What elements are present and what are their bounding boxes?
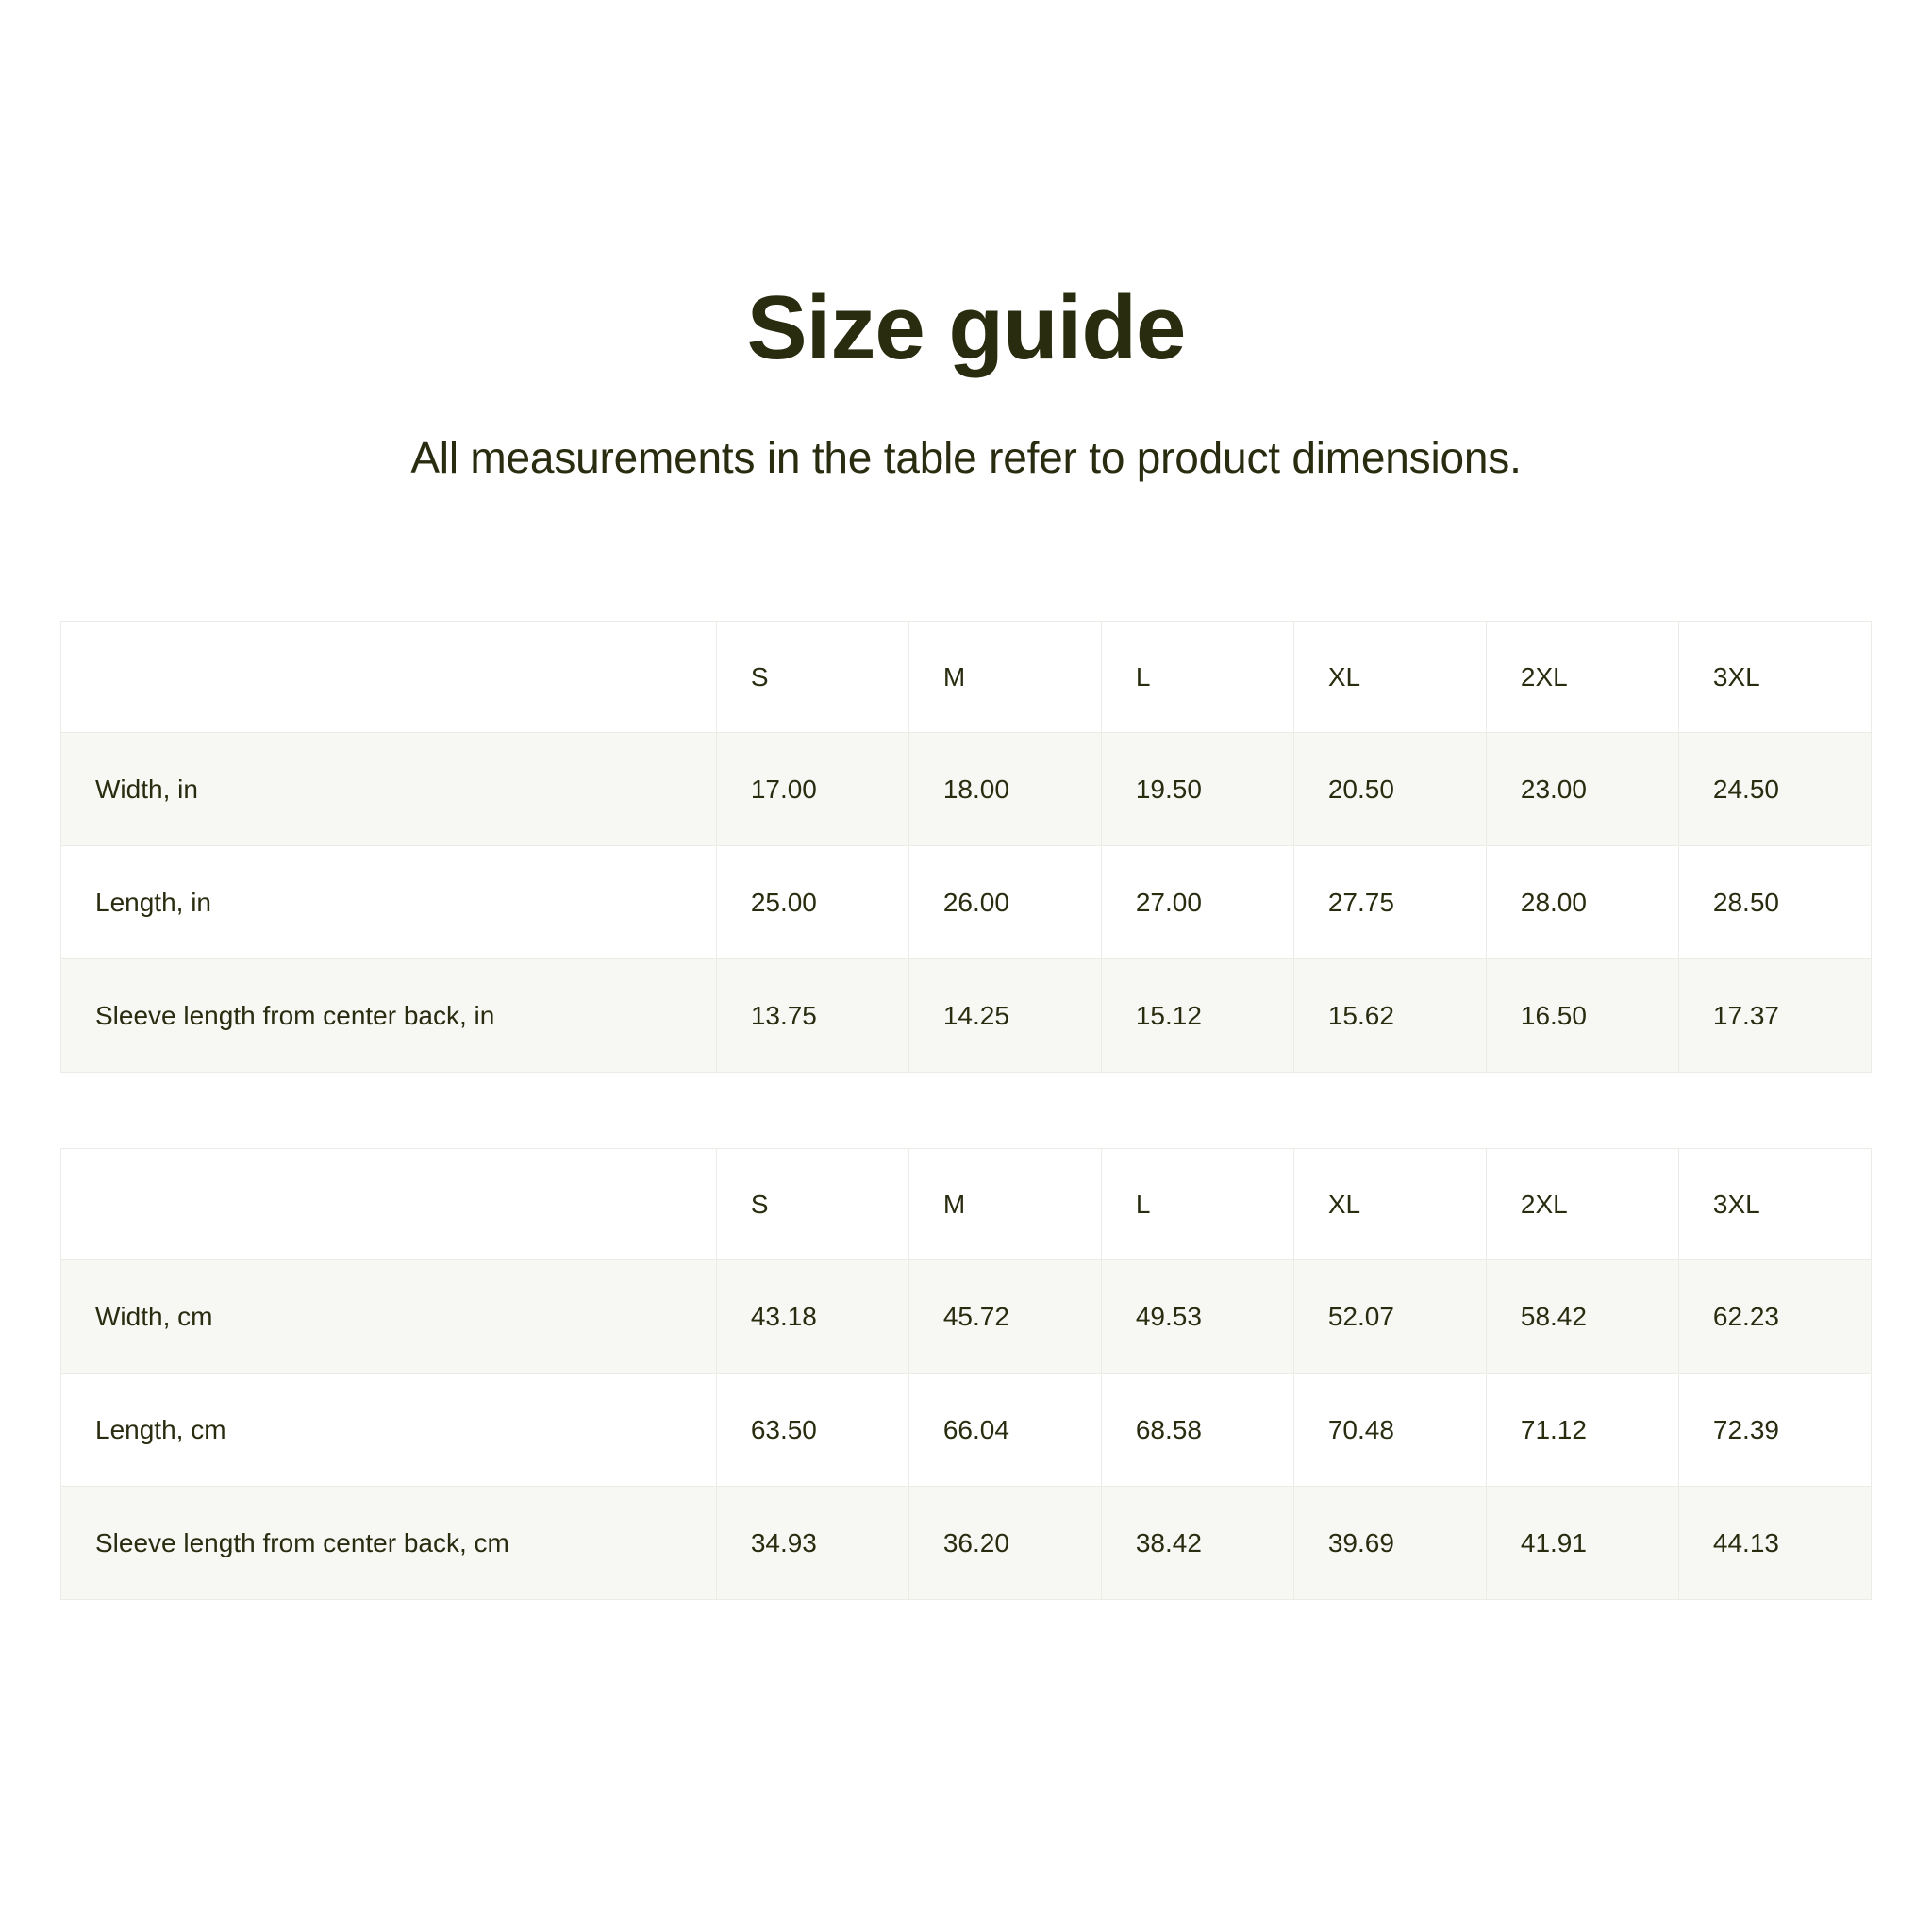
size-table-inches: [60, 621, 1872, 1073]
table-row: [61, 1374, 1872, 1487]
column-header-3xl: 3XL: [1678, 1149, 1871, 1260]
cell-value: 66.04: [908, 1374, 1101, 1487]
cell-value: 14.25: [908, 959, 1101, 1073]
cell-value: 16.50: [1486, 959, 1678, 1073]
cell-value: 43.18: [716, 1260, 908, 1374]
row-label: Width, in: [61, 733, 717, 846]
column-header-3xl: 3XL: [1678, 622, 1871, 733]
table-header-row: [61, 622, 1872, 733]
cell-value: 34.93: [716, 1487, 908, 1600]
cell-value: 28.50: [1678, 846, 1871, 959]
cell-value: 39.69: [1293, 1487, 1486, 1600]
table-row: [61, 1487, 1872, 1600]
cell-value: 15.12: [1101, 959, 1293, 1073]
table-row: [61, 733, 1872, 846]
cell-value: 18.00: [908, 733, 1101, 846]
column-header-s: S: [716, 622, 908, 733]
cell-value: 25.00: [716, 846, 908, 959]
column-header-xl: XL: [1293, 622, 1486, 733]
table-corner-cell: [61, 622, 717, 733]
page-title: Size guide: [746, 277, 1186, 378]
cell-value: 70.48: [1293, 1374, 1486, 1487]
cell-value: 19.50: [1101, 733, 1293, 846]
size-table-centimeters: [60, 1148, 1872, 1600]
cell-value: 15.62: [1293, 959, 1486, 1073]
cell-value: 58.42: [1486, 1260, 1678, 1374]
cell-value: 52.07: [1293, 1260, 1486, 1374]
column-header-m: M: [908, 1149, 1101, 1260]
cell-value: 68.58: [1101, 1374, 1293, 1487]
column-header-l: L: [1101, 1149, 1293, 1260]
cell-value: 36.20: [908, 1487, 1101, 1600]
column-header-m: M: [908, 622, 1101, 733]
size-tables: [60, 621, 1872, 1600]
cell-value: 71.12: [1486, 1374, 1678, 1487]
column-header-l: L: [1101, 622, 1293, 733]
cell-value: 17.37: [1678, 959, 1871, 1073]
cell-value: 20.50: [1293, 733, 1486, 846]
table-header-row: [61, 1149, 1872, 1260]
page-subtitle: All measurements in the table refer to product dimensions.: [410, 433, 1522, 482]
cell-value: 13.75: [716, 959, 908, 1073]
cell-value: 41.91: [1486, 1487, 1678, 1600]
row-label: Sleeve length from center back, in: [61, 959, 717, 1073]
cell-value: 17.00: [716, 733, 908, 846]
cell-value: 26.00: [908, 846, 1101, 959]
cell-value: 24.50: [1678, 733, 1871, 846]
cell-value: 28.00: [1486, 846, 1678, 959]
cell-value: 49.53: [1101, 1260, 1293, 1374]
table-row: [61, 846, 1872, 959]
table-row: [61, 1260, 1872, 1374]
cell-value: 27.00: [1101, 846, 1293, 959]
cell-value: 62.23: [1678, 1260, 1871, 1374]
cell-value: 63.50: [716, 1374, 908, 1487]
column-header-2xl: 2XL: [1486, 622, 1678, 733]
table-corner-cell: [61, 1149, 717, 1260]
cell-value: 44.13: [1678, 1487, 1871, 1600]
cell-value: 38.42: [1101, 1487, 1293, 1600]
row-label: Length, cm: [61, 1374, 717, 1487]
cell-value: 23.00: [1486, 733, 1678, 846]
cell-value: 72.39: [1678, 1374, 1871, 1487]
row-label: Length, in: [61, 846, 717, 959]
table-row: [61, 959, 1872, 1073]
column-header-xl: XL: [1293, 1149, 1486, 1260]
row-label: Sleeve length from center back, cm: [61, 1487, 717, 1600]
row-label: Width, cm: [61, 1260, 717, 1374]
cell-value: 27.75: [1293, 846, 1486, 959]
column-header-s: S: [716, 1149, 908, 1260]
cell-value: 45.72: [908, 1260, 1101, 1374]
column-header-2xl: 2XL: [1486, 1149, 1678, 1260]
